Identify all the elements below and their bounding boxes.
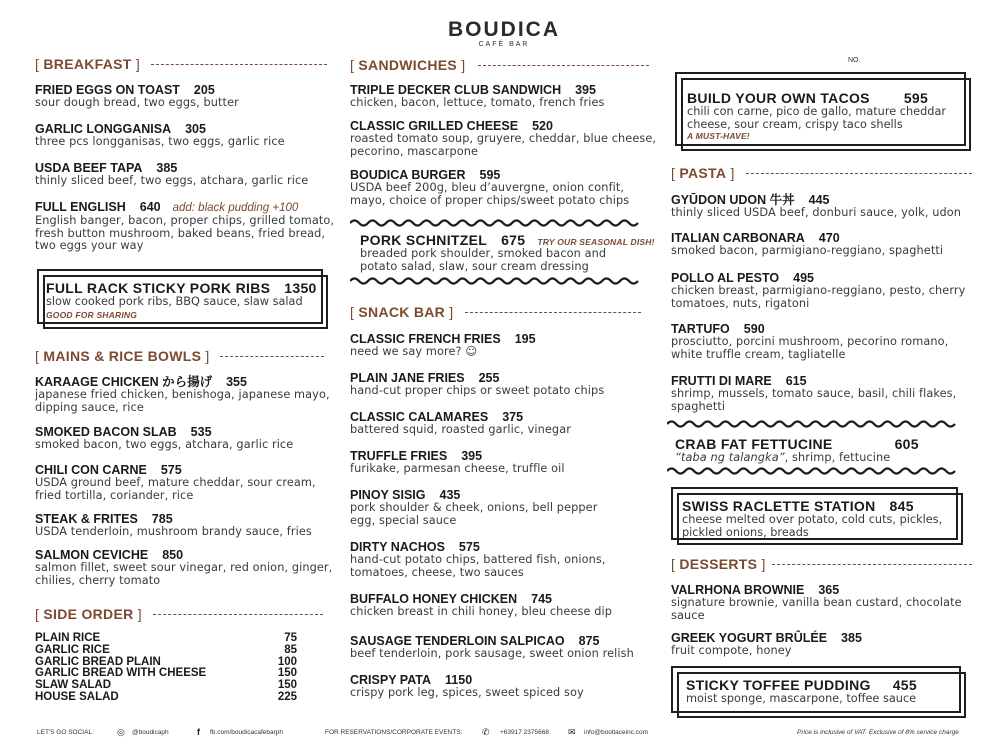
footer bbox=[0, 727, 1008, 739]
menu-item-steak-frites: STEAK & FRITES 785 USDA tenderloin, mushroom brandy sauce, fries bbox=[35, 512, 312, 538]
menu-item-salmon-ceviche: SALMON CEVICHE 850 salmon fillet, sweet sour vinegar, red onion, ginger, chilies, cherry tomato bbox=[35, 548, 333, 587]
phone-icon: ✆ bbox=[482, 727, 490, 737]
menu-item-fried-eggs: FRIED EGGS ON TOAST 205 sour dough bread, two eggs, butter bbox=[35, 83, 239, 109]
email-icon: ✉ bbox=[568, 727, 576, 737]
menu-item-frutti-di-mare: FRUTTI DI MARE 615 shrimp, mussels, tomato sauce, basil, chili flakes, spaghetti bbox=[671, 374, 957, 413]
list-item: HOUSE SALAD 225 bbox=[35, 690, 297, 703]
section-heading-mains: [ MAINS & RICE BOWLS ] bbox=[35, 348, 210, 364]
section-heading-pasta: [ PASTA ] bbox=[671, 165, 735, 181]
menu-item-pork-schnitzel: PORK SCHNITZEL 675 TRY OUR SEASONAL DISH! breaded pork shoulder, smoked bacon and potato salad, slaw, sour cream dressing bbox=[360, 232, 655, 273]
menu-item-plain-jane-fries: PLAIN JANE FRIES 255 hand-cut proper chips or sweet potato chips bbox=[350, 371, 605, 397]
instagram-handle[interactable]: @boudicaph bbox=[132, 729, 169, 736]
social-label: LET'S GO SOCIAL: bbox=[37, 729, 94, 736]
section-divider bbox=[465, 312, 641, 313]
sharing-tag: GOOD FOR SHARING bbox=[46, 309, 138, 320]
reservations-label: FOR RESERVATIONS/CORPORATE EVENTS: bbox=[325, 729, 463, 736]
facebook-icon: f bbox=[197, 727, 200, 737]
instagram-icon: ◎ bbox=[117, 727, 125, 737]
menu-item-garlic-longganisa: GARLIC LONGGANISA 305 three pcs longganisas, two eggs, garlic rice bbox=[35, 122, 285, 148]
list-item: GARLIC BREAD WITH CHEESE 150 bbox=[35, 667, 297, 680]
wave-divider bbox=[350, 276, 642, 286]
menu-item-karaage: KARAAGE CHICKEN から揚げ 355 japanese fried chicken, benishoga, japanese mayo, dipping sauce, rice bbox=[35, 375, 330, 414]
section-divider bbox=[772, 564, 972, 565]
list-item: GARLIC RICE 85 bbox=[35, 643, 297, 656]
menu-item-tartufo: TARTUFO 590 prosciutto, porcini mushroom, pecorino romano, white truffle cream, tagliatelle bbox=[671, 322, 949, 361]
side-order-list bbox=[35, 633, 297, 704]
wave-divider bbox=[350, 218, 642, 228]
wave-divider bbox=[667, 419, 959, 429]
brand-logo bbox=[0, 18, 1008, 48]
featured-box-raclette: SWISS RACLETTE STATION 845 cheese melted over potato, cold cuts, pickles, pickled onions, breads bbox=[671, 487, 958, 540]
seasonal-tag: TRY OUR SEASONAL DISH! bbox=[537, 237, 655, 247]
brand-name: BOUDICA bbox=[448, 18, 560, 41]
section-heading-breakfast: [ BREAKFAST ] bbox=[35, 56, 141, 72]
menu-item-bacon-slab: SMOKED BACON SLAB 535 smoked bacon, two eggs, atchara, garlic rice bbox=[35, 425, 294, 451]
menu-item-club-sandwich: TRIPLE DECKER CLUB SANDWICH 395 chicken, bacon, lettuce, tomato, french fries bbox=[350, 83, 605, 109]
menu-item-truffle-fries: TRUFFLE FRIES 395 furikake, parmesan cheese, truffle oil bbox=[350, 449, 565, 475]
list-item: GARLIC BREAD PLAIN 100 bbox=[35, 655, 297, 668]
menu-number-label: NO. bbox=[848, 57, 861, 64]
featured-box-toffee-pudding: STICKY TOFFEE PUDDING 455 moist sponge, mascarpone, toffee sauce bbox=[671, 666, 961, 713]
section-heading-snack-bar: [ SNACK BAR ] bbox=[350, 304, 454, 320]
menu-item-boudica-burger: BOUDICA BURGER 595 USDA beef 200g, bleu d’auvergne, onion confit, mayo, choice of proper chips/sweet potato chips bbox=[350, 168, 630, 207]
wave-divider bbox=[667, 466, 959, 476]
section-heading-desserts: [ DESSERTS ] bbox=[671, 556, 766, 572]
menu-item-calamares: CLASSIC CALAMARES 375 battered squid, roasted garlic, vinegar bbox=[350, 410, 571, 436]
section-heading-sandwiches: [ SANDWICHES ] bbox=[350, 57, 466, 73]
list-item: SLAW SALAD 150 bbox=[35, 679, 297, 692]
section-divider bbox=[153, 614, 323, 615]
menu-item-grilled-cheese: CLASSIC GRILLED CHEESE 520 roasted tomato soup, gruyere, cheddar, blue cheese, pecorino, mascarpone bbox=[350, 119, 657, 158]
section-divider bbox=[746, 173, 972, 174]
brand-subtitle: CAFÉ BAR bbox=[478, 41, 530, 48]
menu-item-pollo-al-pesto: POLLO AL PESTO 495 chicken breast, parmigiano-reggiano, pesto, cherry tomatoes, nuts, rigatoni bbox=[671, 271, 966, 310]
featured-box-tacos: BUILD YOUR OWN TACOS 595 chili con carne, pico de gallo, mature cheddar cheese, sour cream, crispy taco shells A MUST-HAVE! bbox=[675, 72, 966, 146]
menu-item-yogurt-brulee: GREEK YOGURT BRÛLÉE 385 fruit compote, honey bbox=[671, 631, 862, 657]
menu-item-beef-tapa: USDA BEEF TAPA 385 thinly sliced beef, two eggs, atchara, garlic rice bbox=[35, 161, 309, 187]
menu-item-chili-con-carne: CHILI CON CARNE 575 USDA ground beef, mature cheddar, sour cream, fried tortilla, coriander, rice bbox=[35, 463, 316, 502]
section-heading-side-order: [ SIDE ORDER ] bbox=[35, 606, 142, 622]
menu-item-crispy-pata: CRISPY PATA 1150 crispy pork leg, spices, sweet spiced soy bbox=[350, 673, 584, 699]
section-divider bbox=[478, 65, 649, 66]
menu-item-carbonara: ITALIAN CARBONARA 470 smoked bacon, parmigiano-reggiano, spaghetti bbox=[671, 231, 944, 257]
menu-item-full-english: FULL ENGLISH 640 add: black pudding +100 English banger, bacon, proper chips, grilled tomato, fresh button mushroom, baked beans, fried bread, two eggs your way bbox=[35, 200, 335, 253]
menu-item-dirty-nachos: DIRTY NACHOS 575 hand-cut potato chips, battered fish, onions, tomatoes, cheese, two sauces bbox=[350, 540, 606, 579]
email-address[interactable]: info@bootlaceinc.com bbox=[584, 729, 649, 736]
menu-item-salpicao: SAUSAGE TENDERLOIN SALPICAO 875 beef tenderloin, pork sausage, sweet onion relish bbox=[350, 634, 634, 660]
menu-item-french-fries: CLASSIC FRENCH FRIES 195 need we say more? ☺ bbox=[350, 332, 536, 358]
facebook-link[interactable]: fb.com/boudicacafebarph bbox=[210, 729, 283, 736]
list-item: PLAIN RICE 75 bbox=[35, 632, 297, 644]
vat-note: Price is inclusive of VAT. Exclusive of 8% service charge bbox=[797, 729, 959, 736]
menu-item-crab-fat-fettucine: CRAB FAT FETTUCINE 605 “taba ng talangka”, shrimp, fettucine bbox=[675, 436, 919, 464]
menu-item-gyudon-udon: GYŪDON UDON 牛丼 445 thinly sliced USDA beef, donburi sauce, yolk, udon bbox=[671, 193, 961, 219]
menu-item-pinoy-sisig: PINOY SISIG 435 pork shoulder & cheek, onions, bell pepper egg, special sauce bbox=[350, 488, 598, 527]
section-divider bbox=[151, 64, 327, 65]
section-divider bbox=[220, 356, 324, 357]
menu-item-buffalo-chicken: BUFFALO HONEY CHICKEN 745 chicken breast in chili honey, bleu cheese dip bbox=[350, 592, 613, 618]
featured-box-pork-ribs: FULL RACK STICKY PORK RIBS 1350 slow cooked pork ribs, BBQ sauce, slaw salad GOOD FOR SHARING bbox=[37, 269, 323, 324]
must-have-tag: A MUST-HAVE! bbox=[687, 131, 750, 142]
menu-item-valrhona-brownie: VALRHONA BROWNIE 365 signature brownie, vanilla bean custard, chocolate sauce bbox=[671, 583, 962, 622]
phone-number[interactable]: +63917 2375668 bbox=[500, 729, 549, 736]
